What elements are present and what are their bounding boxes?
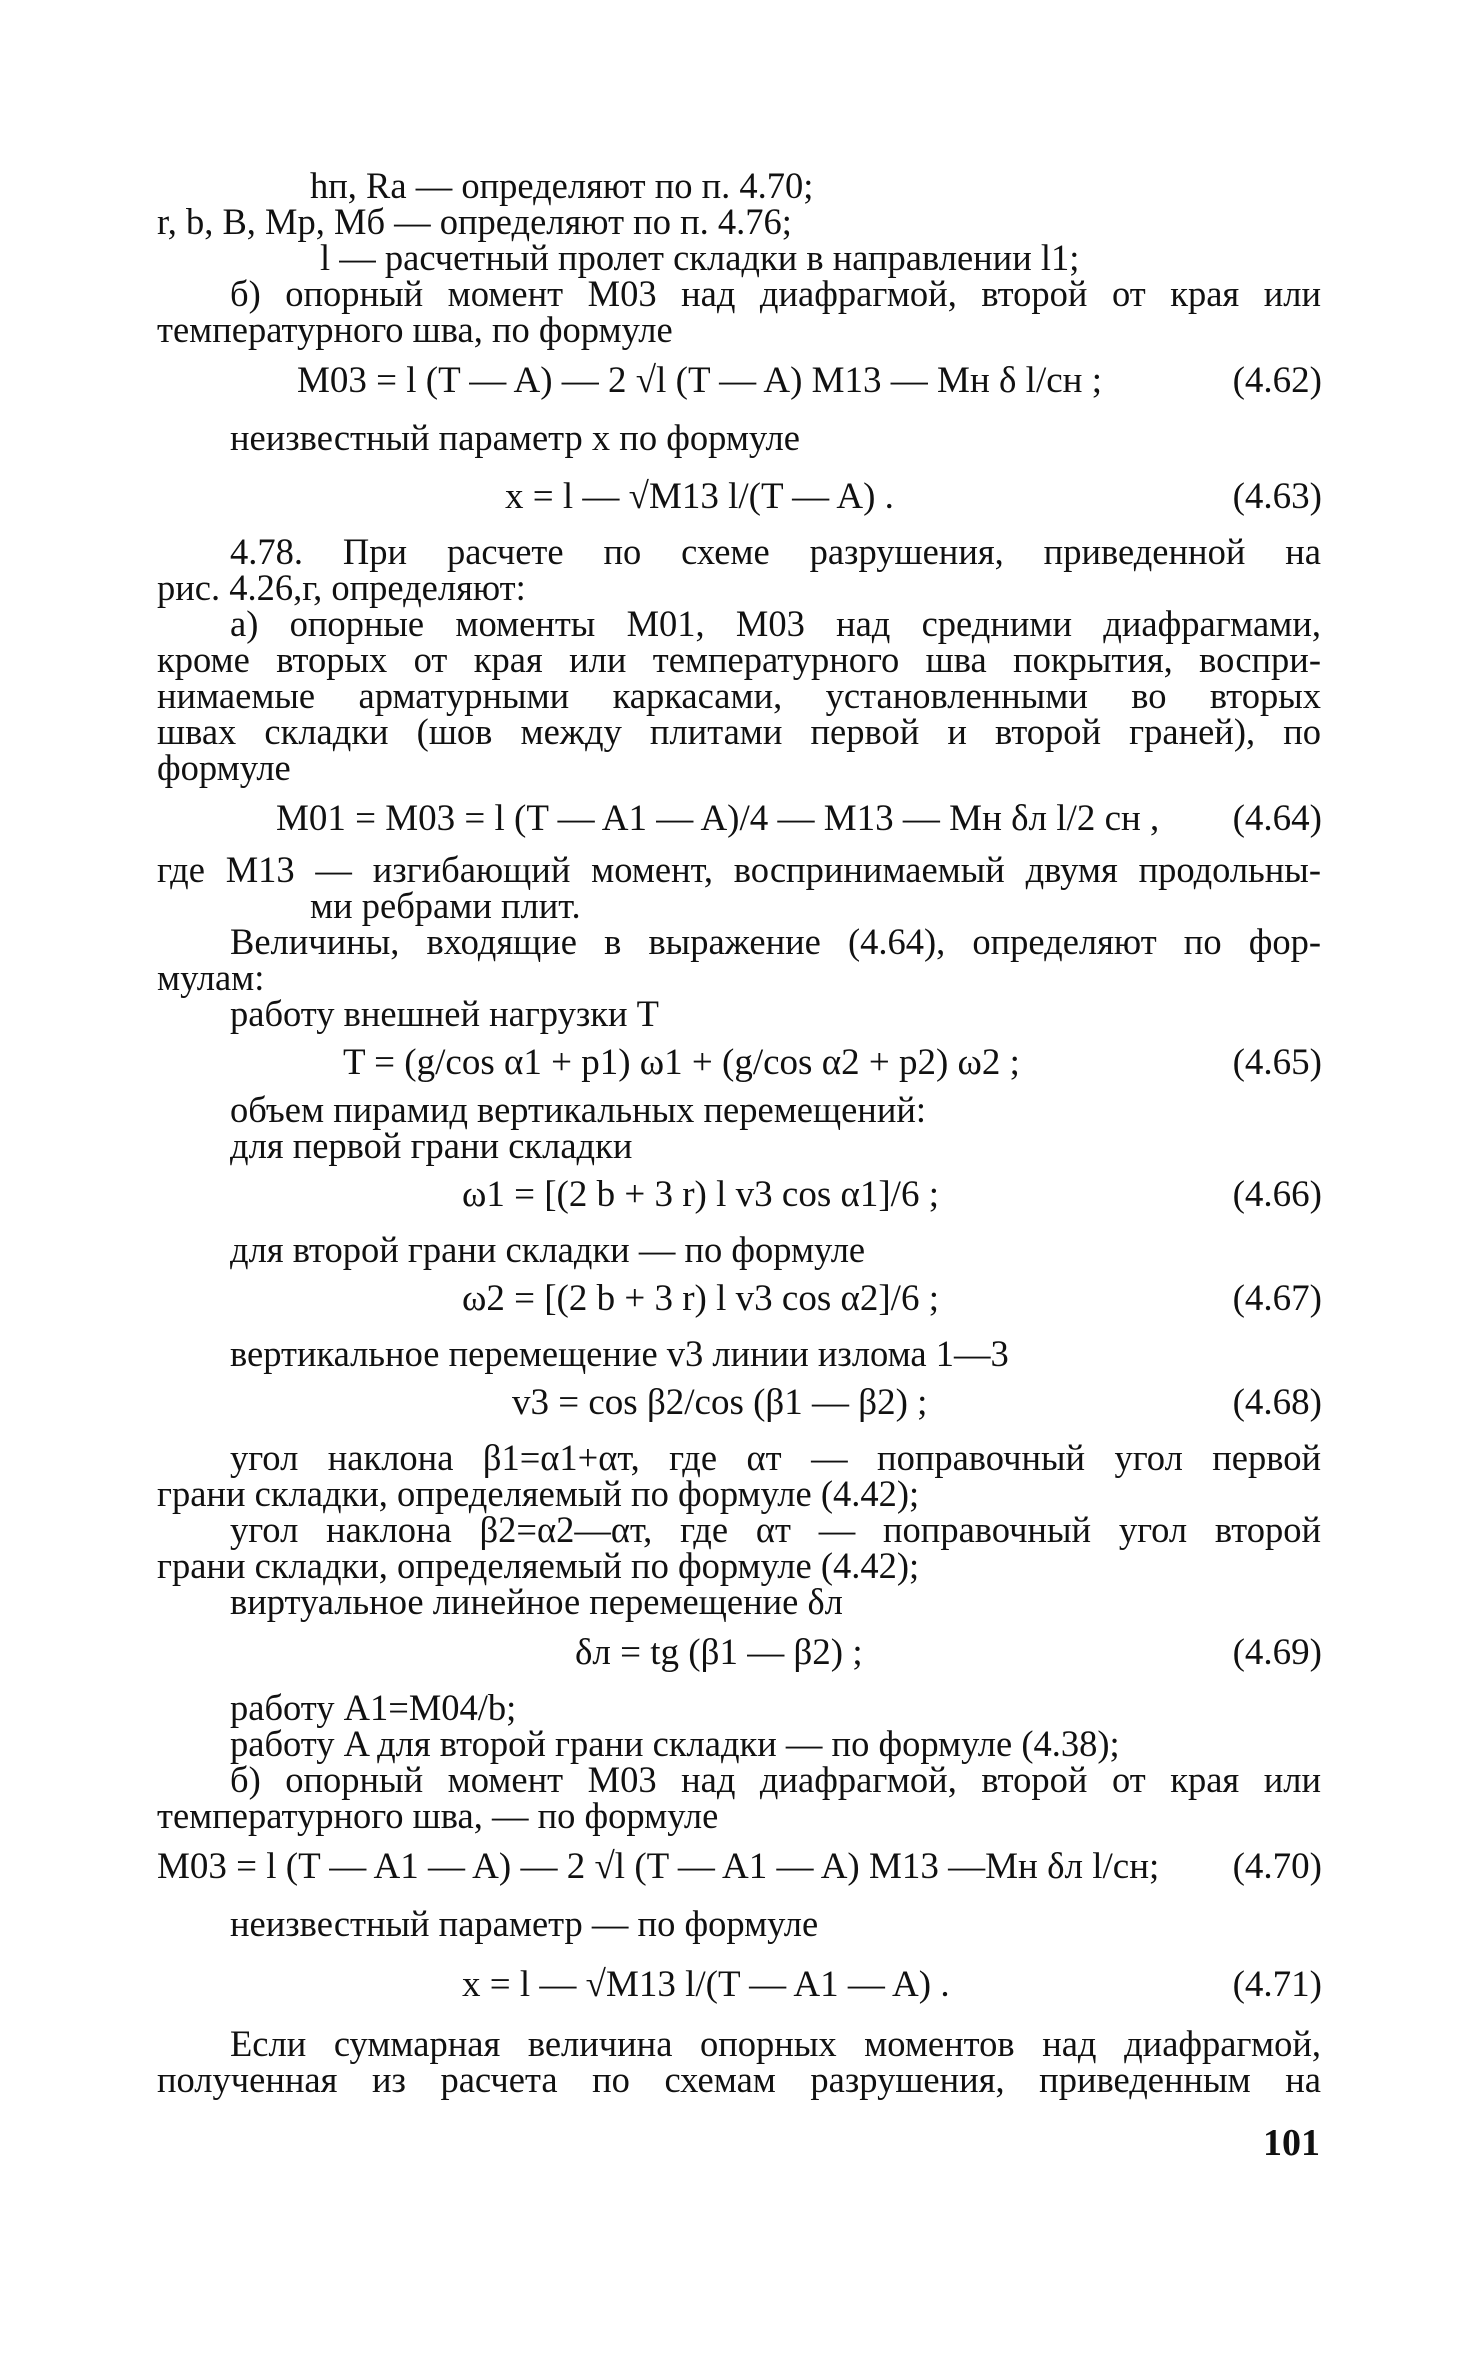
- formula-number: (4.69): [1232, 1632, 1322, 1673]
- formula-number: (4.71): [1232, 1964, 1322, 2005]
- text-line: вертикальное перемещение v3 линии излома 1—3: [230, 1333, 1009, 1374]
- text-line: температурного шва, — по формуле: [157, 1795, 719, 1836]
- formula: ω2 = [(2 b + 3 r) l v3 cos α2]/6 ;: [462, 1278, 939, 1319]
- formula-number: (4.66): [1232, 1174, 1322, 1215]
- text-line: формуле: [157, 747, 291, 788]
- text-line: а) опорные моменты M01, M03 над средними диафрагмами,: [230, 603, 1321, 644]
- text-line: r, b, B, Mр, Mб — определяют по п. 4.76;: [157, 201, 792, 242]
- text-line: работу A1=M04/b;: [230, 1687, 517, 1728]
- formula: ω1 = [(2 b + 3 r) l v3 cos α1]/6 ;: [462, 1174, 939, 1215]
- formula: v3 = cos β2/cos (β1 — β2) ;: [512, 1382, 928, 1423]
- text-line: нимаемые арматурными каркасами, установленными во вторых: [157, 675, 1321, 716]
- formula-number: (4.64): [1232, 798, 1322, 839]
- formula: x = l — √M13 l/(T — A1 — A) .: [462, 1964, 950, 2005]
- formula-number: (4.68): [1232, 1382, 1322, 1423]
- text-line: б) опорный момент M03 над диафрагмой, второй от края или: [230, 273, 1321, 314]
- formula: T = (g/cos α1 + p1) ω1 + (g/cos α2 + p2) ω2 ;: [343, 1042, 1020, 1083]
- text-line: швах складки (шов между плитами первой и второй граней), по: [157, 711, 1321, 752]
- formula-number: (4.67): [1232, 1278, 1322, 1319]
- formula: δл = tg (β1 — β2) ;: [575, 1632, 863, 1673]
- text-line: hп, Ra — определяют по п. 4.70;: [310, 165, 814, 206]
- formula-number: (4.65): [1232, 1042, 1322, 1083]
- text-line: неизвестный параметр — по формуле: [230, 1903, 819, 1944]
- page-number: 101: [1263, 2122, 1320, 2164]
- text-line: для первой грани складки: [230, 1125, 633, 1166]
- text-line: виртуальное линейное перемещение δл: [230, 1581, 843, 1622]
- text-line: ми ребрами плит.: [310, 885, 581, 926]
- text-line: температурного шва, по формуле: [157, 309, 673, 350]
- text-line: мулам:: [157, 957, 265, 998]
- text-line: где M13 — изгибающий момент, воспринимаемый двумя продольны-: [157, 849, 1321, 890]
- text-line: объем пирамид вертикальных перемещений:: [230, 1089, 927, 1130]
- text-line: неизвестный параметр x по формуле: [230, 417, 800, 458]
- text-line: рис. 4.26,г, определяют:: [157, 567, 526, 608]
- text-line: Если суммарная величина опорных моментов над диафрагмой,: [230, 2023, 1321, 2064]
- text-line: полученная из расчета по схемам разрушения, приведенным на: [157, 2059, 1321, 2100]
- text-line: работу A для второй грани складки — по формуле (4.38);: [230, 1723, 1120, 1764]
- formula: M03 = l (T — A) — 2 √l (T — A) M13 — Mн δ l/cн ;: [297, 360, 1102, 401]
- text-line: грани складки, определяемый по формуле (4.42);: [157, 1473, 920, 1514]
- text-line: l — расчетный пролет складки в направлении l1;: [320, 237, 1080, 278]
- formula: x = l — √M13 l/(T — A) .: [505, 476, 894, 517]
- formula-number: (4.63): [1232, 476, 1322, 517]
- text-line: для второй грани складки — по формуле: [230, 1229, 866, 1270]
- formula-number: (4.62): [1232, 360, 1322, 401]
- text-line: Величины, входящие в выражение (4.64), определяют по фор-: [230, 921, 1321, 962]
- text-line: работу внешней нагрузки T: [230, 993, 659, 1034]
- formula: M01 = M03 = l (T — A1 — A)/4 — M13 — Mн δл l/2 cн ,: [276, 798, 1160, 839]
- text-line: б) опорный момент M03 над диафрагмой, второй от края или: [230, 1759, 1321, 1800]
- text-line: грани складки, определяемый по формуле (4.42);: [157, 1545, 920, 1586]
- text-line: кроме вторых от края или температурного шва покрытия, воспри-: [157, 639, 1321, 680]
- formula-number: (4.70): [1232, 1846, 1322, 1887]
- text-line: угол наклона β1=α1+αт, где αт — поправочный угол первой: [230, 1437, 1321, 1478]
- formula: M03 = l (T — A1 — A) — 2 √l (T — A1 — A) M13 —Mн δл l/cн;: [157, 1846, 1160, 1887]
- text-line: 4.78. При расчете по схеме разрушения, приведенной на: [230, 531, 1321, 572]
- text-line: угол наклона β2=α2—αт, где αт — поправочный угол второй: [230, 1509, 1321, 1550]
